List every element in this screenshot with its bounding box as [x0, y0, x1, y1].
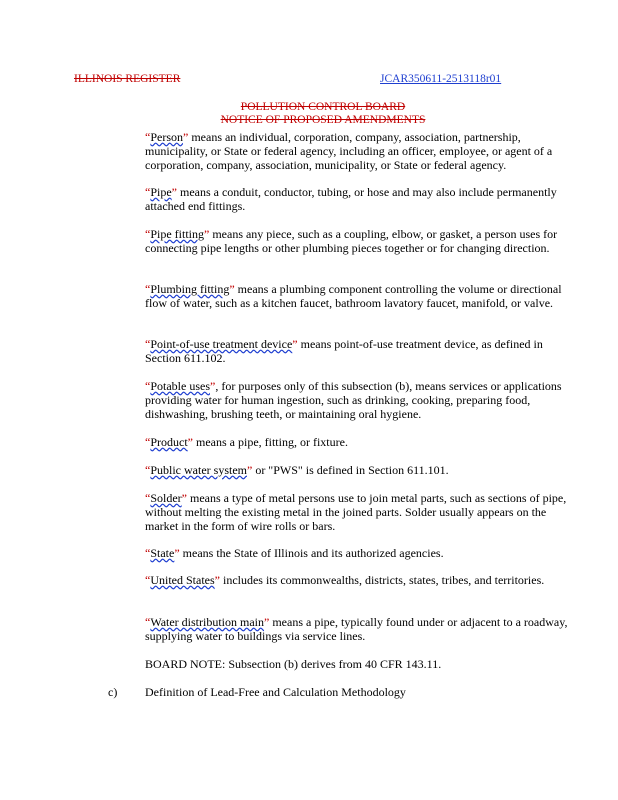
definition-text: means a type of metal persons use to join metal parts, such as sections of pipe, without melting the existing metal in the joined parts. Solder usually appears on the market in the form of wire rolls or bars.: [145, 491, 567, 533]
subsection-letter: c): [108, 685, 118, 699]
definition-term: Public water system: [150, 463, 247, 477]
definition-person: “Person” means an individual, corporation, company, association, partnership, municipality, or State or federal agency, including an officer, employee, or agent of a corporation, company, association, municipality, or State or federal agency.: [145, 130, 553, 172]
register-header: ILLINOIS REGISTER: [74, 73, 181, 85]
definition-state: “State” means the State of Illinois and its authorized agencies.: [145, 546, 444, 560]
definition-text: means point-of-use treatment device, as defined in Section 611.102.: [145, 337, 543, 365]
definition-text: means any piece, such as a coupling, elbow, or gasket, a person uses for connecting pipe lengths or other plumbing pieces together or for changing direction.: [145, 227, 558, 255]
definition-text: includes its commonwealths, districts, states, tribes, and territories.: [219, 573, 545, 587]
definition-text: , for purposes only of this subsection (b), means services or applications providing water for human ingestion, such as drinking, cooking, preparing food, dishwashing, brushing teeth, or maintaining oral hygiene.: [145, 379, 562, 421]
agency-title: POLLUTION CONTROL BOARD: [240, 101, 406, 113]
definition-pipe: “Pipe” means a conduit, conductor, tubing, or hose and may also include permanently attached end fittings.: [145, 185, 557, 213]
definition-text: means an individual, corporation, company, association, partnership, municipality, or State or federal agency, including an officer, employee, or agent of a corporation, company, association, municipality, or State or federal agency.: [145, 130, 553, 172]
definition-term: Potable uses: [150, 379, 210, 393]
definition-product: “Product” means a pipe, fitting, or fixture.: [145, 435, 348, 449]
definition-pipe-fitting: “Pipe fitting” means any piece, such as a coupling, elbow, or gasket, a person uses for connecting pipe lengths or other plumbing pieces together or for changing direction.: [145, 227, 558, 255]
subsection-heading: Definition of Lead-Free and Calculation Methodology: [145, 685, 406, 699]
definition-term: Point-of-use treatment device: [150, 337, 293, 351]
definition-text: means a plumbing component controlling the volume or directional flow of water, such as a kitchen faucet, bathroom lavatory faucet, manifold, or valve.: [145, 282, 562, 310]
jcar-code: JCAR350611-2513118r01: [380, 73, 502, 85]
definition-term: Plumbing fitting: [150, 282, 230, 296]
definition-plumbing-fitting: “Plumbing fitting” means a plumbing component controlling the volume or directional flow of water, such as a kitchen faucet, bathroom lavatory faucet, manifold, or valve.: [145, 282, 562, 310]
definition-text: or "PWS" is defined in Section 611.101.: [252, 463, 449, 477]
definition-term: Water distribution main: [150, 615, 265, 629]
definition-text: means a pipe, typically found under or adjacent to a roadway, supplying water to buildings via service lines.: [145, 615, 568, 643]
definition-text: means a conduit, conductor, tubing, or hose and may also include permanently attached end fittings.: [145, 185, 557, 213]
definition-term: Solder: [150, 491, 182, 505]
definition-water-distribution-main: “Water distribution main” means a pipe, typically found under or adjacent to a roadway, supplying water to buildings via service lines.: [145, 615, 568, 643]
definition-term: Pipe: [150, 185, 172, 199]
definition-point-of-use-device: “Point-of-use treatment device” means point-of-use treatment device, as defined in Section 611.102.: [145, 337, 543, 365]
definition-text: means the State of Illinois and its authorized agencies.: [179, 546, 444, 560]
notice-title: NOTICE OF PROPOSED AMENDMENTS: [220, 114, 426, 126]
definition-united-states: “United States” includes its commonwealths, districts, states, tribes, and territories.: [145, 573, 545, 587]
definition-term: Pipe fitting: [150, 227, 204, 241]
definition-term: United States: [150, 573, 215, 587]
definition-public-water-system: “Public water system” or "PWS" is defined in Section 611.101.: [145, 463, 449, 477]
definition-term: Person: [150, 130, 183, 144]
definition-term: State: [150, 546, 175, 560]
definition-text: means a pipe, fitting, or fixture.: [193, 435, 348, 449]
definition-potable-uses: “Potable uses”, for purposes only of this subsection (b), means services or applications providing water for human ingestion, such as drinking, cooking, preparing food, dishwashing, brushing teeth, or maintaining oral hygiene.: [145, 379, 562, 421]
definition-solder: “Solder” means a type of metal persons use to join metal parts, such as sections of pipe, without melting the existing metal in the joined parts. Solder usually appears on the market in the form of wire rolls or bars.: [145, 491, 567, 533]
definition-term: Product: [150, 435, 188, 449]
board-note: BOARD NOTE: Subsection (b) derives from 40 CFR 143.11.: [145, 657, 442, 671]
